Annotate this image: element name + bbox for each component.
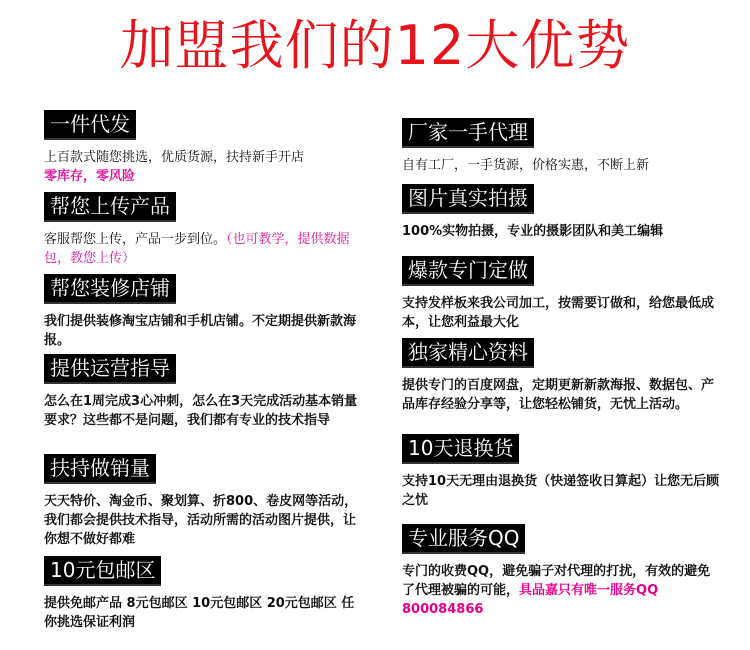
section-label: 厂家一手代理 [402, 118, 534, 148]
section-label: 帮您上传产品 [44, 192, 176, 222]
section-text: 怎么在1周完成3心冲刺，怎么在3天完成活动基本销量要求？这些都不是问题，我们都有专业的技术指导 [44, 394, 358, 428]
section-label: 一件代发 [44, 110, 136, 140]
section-label: 帮您装修店铺 [44, 274, 176, 304]
section-photos [402, 184, 722, 241]
section-returns [402, 434, 722, 510]
section-text: 提供专门的百度网盘，定期更新新款海报、数据包、产品库存经验分享等，让您轻松铺货，无忧上活动。 [402, 378, 715, 412]
section-body [44, 148, 364, 186]
section-text: 提供免邮产品 8元包邮区 10元包邮区 20元包邮区 任你挑选保证利润 [44, 596, 355, 630]
qq-highlight: 具品嘉只有唯一服务QQ 800084866 [402, 583, 659, 617]
section-upload [44, 192, 364, 268]
section-decorate [44, 274, 364, 350]
section-factory [402, 118, 722, 175]
section-label: 提供运营指导 [44, 354, 176, 384]
section-text: 支持10天无理由退换货（快递签收日算起）让您无后顾之忧 [402, 474, 720, 508]
section-qq-service [402, 524, 722, 619]
section-dropship [44, 110, 364, 186]
section-text: 客服帮您上传，产品一步到位。 [44, 232, 227, 247]
section-label: 10天退换货 [402, 434, 519, 464]
section-operation [44, 354, 364, 430]
section-highlight: （也可教学，提供数据包，教您上传） [44, 232, 350, 266]
section-free-shipping [44, 556, 364, 632]
section-label: 10元包邮区 [44, 556, 161, 586]
section-label: 图片真实拍摄 [402, 184, 534, 214]
section-text: 自有工厂，一手货源，价格实惠，不断上新 [402, 158, 650, 173]
section-resources [402, 338, 722, 414]
section-text: 支持发样板来我公司加工，按需要订做和，给您最低成本，让您利益最大化 [402, 296, 715, 330]
section-label: 独家精心资料 [402, 338, 534, 368]
section-highlight: 零库存，零风险 [44, 169, 136, 184]
section-text: 天天特价、淘金币、聚划算、折800、卷皮网等活动，我们都会提供技术指导，活动所需的活动图片提供，让你想不做好都难 [44, 494, 358, 547]
section-label: 爆款专门定做 [402, 256, 534, 286]
section-text: 上百款式随您挑选，优质货源，扶持新手开店 [44, 150, 305, 165]
section-text: 100%实物拍摄，专业的摄影团队和美工编辑 [402, 224, 664, 239]
section-text: 专门的收费QQ，避免骗子对代理的打扰，有效的避免了代理被骗的可能， [402, 564, 711, 598]
section-sales [44, 454, 364, 549]
section-text: 我们提供装修淘宝店铺和手机店铺。不定期提供新款海报。 [44, 314, 357, 348]
section-custom [402, 256, 722, 332]
page-title: 加盟我们的12大优势 [119, 14, 631, 77]
section-label: 扶持做销量 [44, 454, 156, 484]
section-label: 专业服务QQ [402, 524, 525, 554]
section-body [402, 562, 722, 619]
section-body [44, 230, 364, 268]
